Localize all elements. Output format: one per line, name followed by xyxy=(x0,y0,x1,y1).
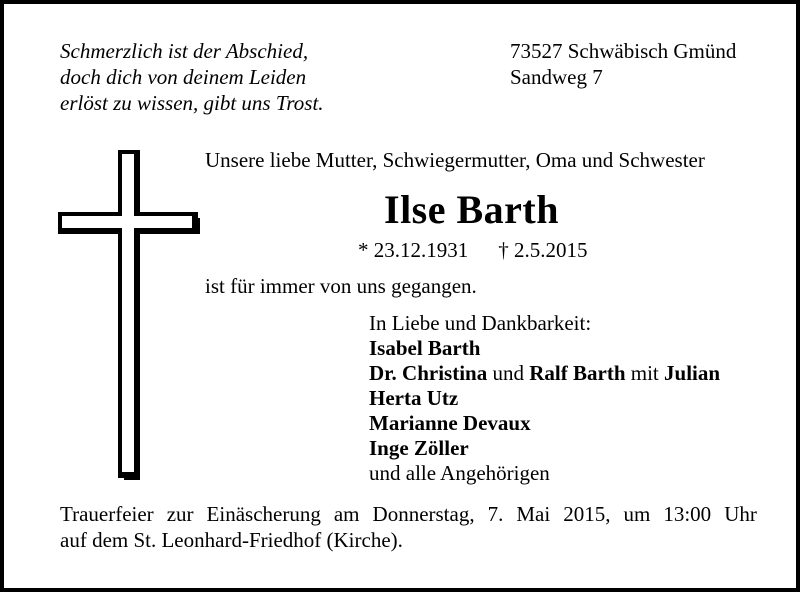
funeral-service-info xyxy=(60,501,757,553)
mourners-heading: In Liebe und Dankbarkeit: xyxy=(369,311,592,335)
motto-line: doch dich von deinem Leiden xyxy=(60,65,307,89)
life-dates xyxy=(358,238,588,263)
conjunction: und xyxy=(492,361,524,385)
mourner-name: Inge Zöller xyxy=(369,436,469,460)
service-word: Donnerstag, xyxy=(372,502,475,526)
service-word: 13:00 xyxy=(663,502,712,526)
death-date: † 2.5.2015 xyxy=(498,238,588,262)
motto-line: erlöst zu wissen, gibt uns Trost. xyxy=(60,91,324,115)
mourners-list xyxy=(369,311,720,486)
passed-text: ist für immer von uns gegangen. xyxy=(205,274,477,298)
service-word: 7. xyxy=(487,502,504,526)
service-word: 2015, xyxy=(563,502,611,526)
service-word: Einäscherung xyxy=(206,502,321,526)
service-word: Mai xyxy=(516,502,551,526)
mourner-name: Isabel Barth xyxy=(369,336,481,360)
service-word: am xyxy=(333,502,360,526)
service-line-1 xyxy=(60,501,757,527)
motto-line: Schmerzlich ist der Abschied, xyxy=(60,39,309,63)
mourner-name: Herta Utz xyxy=(369,386,459,410)
mourners-closing: und alle Angehörigen xyxy=(369,461,550,485)
intro-text: Unsere liebe Mutter, Schwiegermutter, Oma und Schwester xyxy=(205,148,705,172)
service-line-2: auf dem St. Leonhard-Friedhof (Kirche). xyxy=(60,528,403,552)
conjunction: mit xyxy=(630,361,659,385)
deceased-name: Ilse Barth xyxy=(384,187,559,232)
address-city: 73527 Schwäbisch Gmünd xyxy=(510,39,737,63)
mourner-name: Marianne Devaux xyxy=(369,411,531,435)
mourner-family-line xyxy=(369,361,720,386)
service-word: Uhr xyxy=(724,502,757,526)
service-word: Trauerfeier xyxy=(60,502,154,526)
mourner-name: Dr. Christina xyxy=(369,361,488,385)
birth-date: * 23.12.1931 xyxy=(358,238,469,262)
address-block xyxy=(510,38,736,90)
service-word: zur xyxy=(166,502,194,526)
mourner-name: Julian xyxy=(664,361,721,385)
address-street: Sandweg 7 xyxy=(510,65,603,89)
motto-verse xyxy=(60,38,324,116)
mourner-name: Ralf Barth xyxy=(529,361,626,385)
service-word: um xyxy=(623,502,651,526)
cross-icon xyxy=(58,150,200,480)
